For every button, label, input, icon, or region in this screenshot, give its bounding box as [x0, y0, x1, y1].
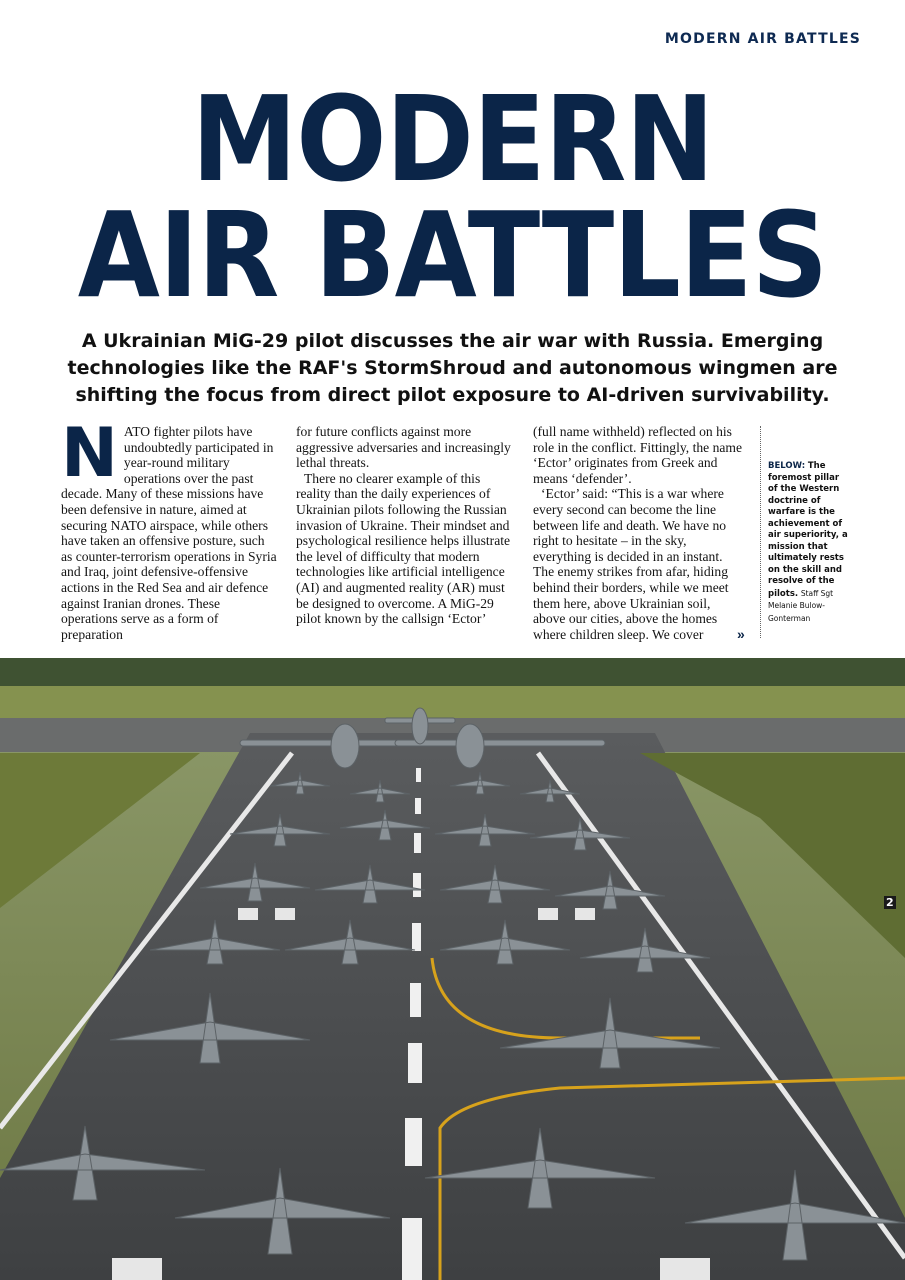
body-column-2 — [296, 424, 514, 627]
headline-line-2: AIR BATTLES — [77, 186, 828, 324]
caption-text: The foremost pillar of the Western doctrine of warfare is the achievement of air superiority, a mission that ultimately rests on the skill and resolve of the pilots. — [768, 461, 848, 599]
paragraph: ATO fighter pilots have undoubtedly participated in year-round military operations over the past decade. Many of these missions have been defensive in nature, aimed at securing NATO airspace, while others have taken an offensive posture, such as counter-terrorism operations in Syria and Iraq, joint defensive-offensive actions in the Red Sea and air defence against Iranian drones. These operations serve as a form of preparation — [61, 424, 277, 642]
paragraph: There no clearer example of this reality than the daily experiences of Ukrainian pilots following the Russian invasion of Ukraine. Their mindset and psychological resilience helps illustrate the level of difficulty that modern technologies like artificial intelligence (AI) and augmented reality (AR) must be designed to overcome. A MiG-29 pilot known by the callsign ‘Ector’ — [296, 470, 511, 627]
section-tag: MODERN AIR BATTLES — [664, 31, 861, 47]
headline-line-1: MODERN — [191, 70, 714, 208]
paragraph: for future conflicts against more aggressive adversaries and increasingly lethal threats. — [296, 424, 511, 471]
caption-lead: BELOW: — [768, 461, 806, 471]
continue-arrow-icon: » — [737, 626, 745, 642]
runway-photo — [0, 658, 905, 1280]
runway-elephant-walk-illustration — [0, 658, 905, 1280]
paragraph: ‘Ector’ said: “This is a war where every second can become the line between life and death. We have no right to hesitate – in the sky, everything is decided in an instant. The enemy strikes from afar, hiding behind their borders, while we meet them here, above Ukrainian soil, above our cities, above the homes where children sleep. We cover — [533, 486, 729, 642]
treeline — [0, 658, 905, 686]
body-column-1 — [61, 414, 279, 642]
photo-caption — [768, 461, 850, 625]
drop-cap: N — [61, 414, 118, 493]
far-field — [0, 686, 905, 720]
caption-divider — [760, 426, 761, 638]
body-column-3 — [533, 424, 746, 642]
standfirst: A Ukrainian MiG-29 pilot discusses the air war with Russia. Emerging technologies like the RAF's StormShroud and autonomous wingmen are shifting the focus from direct pilot exposure to AI-driven survivability. — [67, 330, 838, 406]
paragraph: (full name withheld) reflected on his role in the conflict. Fittingly, the name ‘Ector’ originates from Greek and means ‘defender’. — [533, 424, 743, 486]
caption-credit: Staff Sgt Melanie Bulow-Gonterman — [768, 588, 834, 623]
page-marker: 2 — [886, 896, 894, 909]
